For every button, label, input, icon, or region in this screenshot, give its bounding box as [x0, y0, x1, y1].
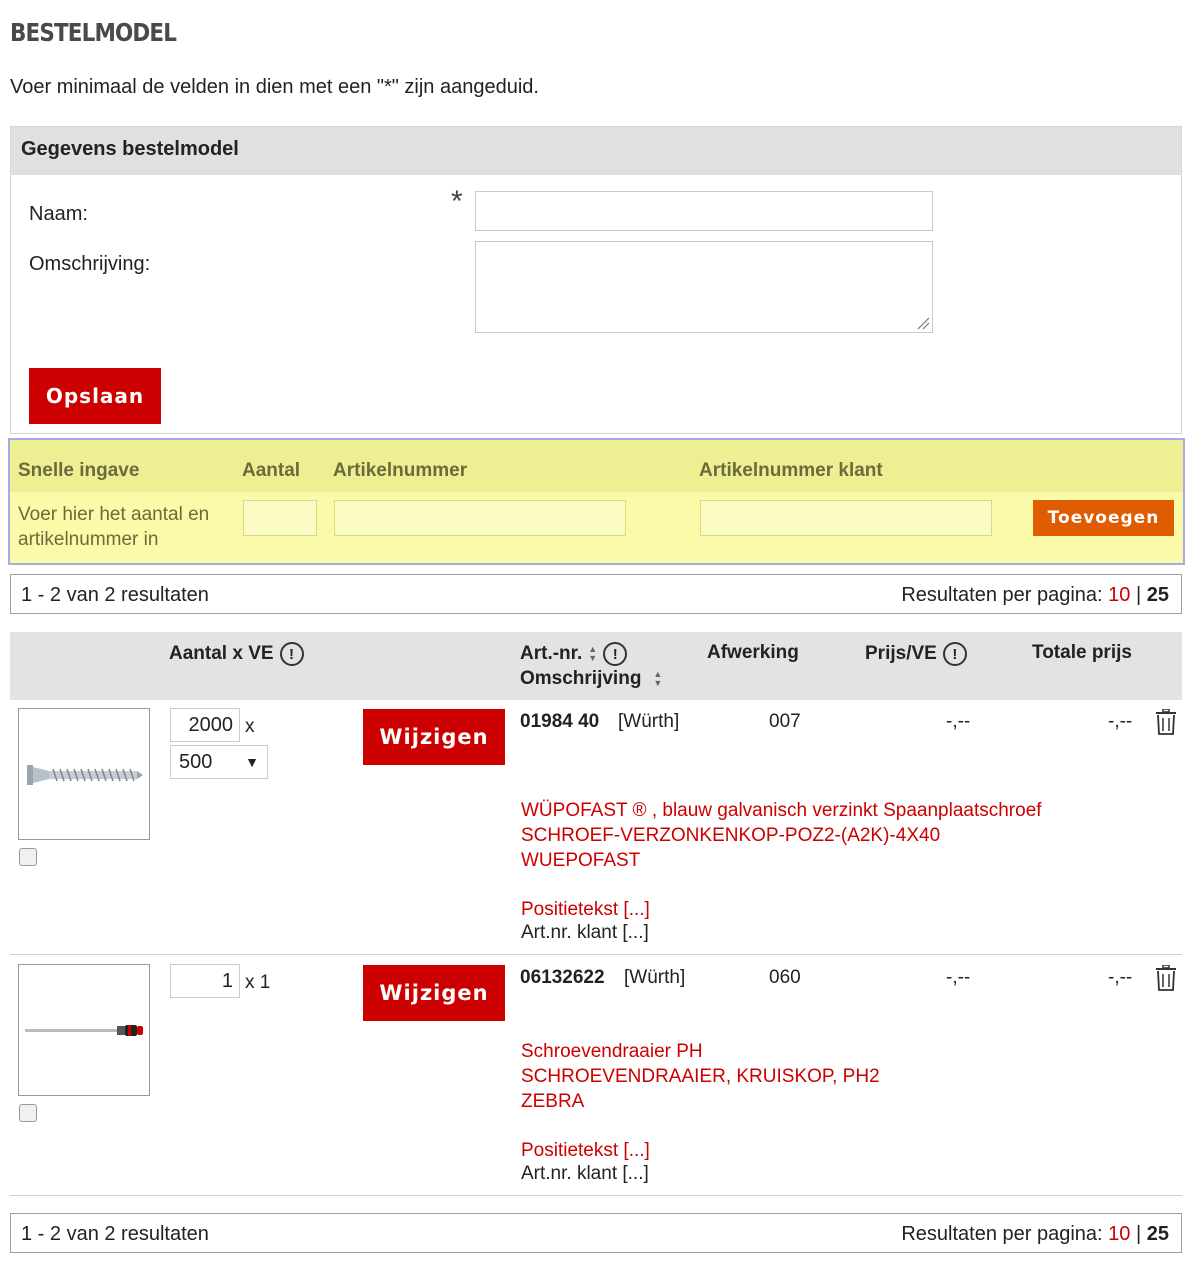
- resize-handle-icon[interactable]: [916, 316, 930, 330]
- description-line-1[interactable]: WÜPOFAST ® , blauw galvanisch verzinkt Spaanplaatschroef: [521, 800, 1042, 821]
- description-line-1[interactable]: Schroevendraaier PH: [521, 1041, 703, 1062]
- info-icon[interactable]: !: [603, 642, 627, 666]
- brand: [Würth]: [624, 967, 686, 988]
- page-title: BESTELMODEL: [10, 18, 177, 47]
- order-model-panel: [10, 126, 1182, 434]
- table-header: [10, 632, 1182, 700]
- finish: 060: [769, 967, 801, 988]
- quick-entry-header: [10, 440, 1183, 492]
- description-line-2[interactable]: SCHROEVENDRAAIER, KRUISKOP, PH2: [521, 1066, 880, 1087]
- quick-col-article: Artikelnummer: [333, 460, 468, 481]
- quick-customer-article-input[interactable]: [700, 500, 992, 536]
- trash-icon[interactable]: [1155, 709, 1177, 735]
- info-icon[interactable]: !: [943, 642, 967, 666]
- description-line-3[interactable]: WUEPOFAST: [521, 850, 641, 871]
- quick-entry-title: Snelle ingave: [18, 460, 140, 481]
- results-count: 1 - 2 van 2 resultaten: [21, 584, 209, 606]
- description[interactable]: [521, 1039, 880, 1114]
- row-divider: [10, 954, 1182, 955]
- description[interactable]: [521, 798, 1042, 873]
- customer-article-link[interactable]: Art.nr. klant [...]: [521, 922, 649, 943]
- article-number[interactable]: 01984 40: [520, 711, 600, 732]
- row-checkbox[interactable]: [19, 1104, 37, 1122]
- per-page-option-10[interactable]: 10: [1108, 1223, 1131, 1245]
- description-label: Omschrijving:: [29, 253, 151, 275]
- description-line-2[interactable]: SCHROEF-VERZONKENKOP-POZ2-(A2K)-4X40: [521, 825, 941, 846]
- screwdriver-image: [19, 965, 151, 1097]
- col-description-label: Omschrijving: [520, 668, 642, 689]
- unit-select[interactable]: [170, 745, 268, 779]
- sort-icon[interactable]: ▲ ▼: [653, 669, 663, 688]
- add-button[interactable]: Toevoegen: [1033, 500, 1174, 536]
- per-page-option-10[interactable]: 10: [1108, 584, 1131, 606]
- description-textarea[interactable]: [475, 241, 933, 333]
- col-artnr-label: Art.-nr.: [520, 643, 583, 664]
- save-button[interactable]: Opslaan: [29, 368, 161, 424]
- total-price: -,--: [1108, 967, 1133, 988]
- product-image[interactable]: [18, 708, 150, 840]
- col-price-label: Prijs/VE: [865, 643, 937, 664]
- per-page-label: Resultaten per pagina:: [901, 1223, 1103, 1245]
- sort-icon[interactable]: ▲ ▼: [588, 644, 598, 663]
- info-icon[interactable]: !: [280, 642, 304, 666]
- panel-header: Gegevens bestelmodel: [11, 127, 1181, 175]
- per-page: [901, 584, 1169, 607]
- results-count: 1 - 2 van 2 resultaten: [21, 1223, 209, 1245]
- times-label: x: [245, 716, 255, 737]
- quick-quantity-input[interactable]: [243, 500, 317, 536]
- unit-select-value: 500: [179, 750, 213, 773]
- customer-article-link[interactable]: Art.nr. klant [...]: [521, 1163, 649, 1184]
- row-checkbox[interactable]: [19, 848, 37, 866]
- total-price: -,--: [1108, 711, 1133, 732]
- quick-article-input[interactable]: [334, 500, 626, 536]
- per-page-option-25[interactable]: 25: [1146, 1223, 1169, 1245]
- unit-price: -,--: [946, 711, 971, 732]
- col-description[interactable]: [520, 668, 662, 690]
- name-label: Naam:: [29, 203, 88, 225]
- quick-entry-help: Voer hier het aantal en artikelnummer in: [18, 504, 210, 550]
- finish: 007: [769, 711, 801, 732]
- col-finish: Afwerking: [707, 642, 799, 663]
- row-divider: [10, 1195, 1182, 1196]
- brand: [Würth]: [618, 711, 680, 732]
- edit-button[interactable]: Wijzigen: [363, 965, 505, 1021]
- per-page-option-25[interactable]: 25: [1146, 584, 1169, 606]
- required-mark: *: [451, 185, 463, 218]
- unit-price: -,--: [946, 967, 971, 988]
- edit-button[interactable]: Wijzigen: [363, 709, 505, 765]
- col-quantity: [169, 642, 304, 666]
- quantity-input[interactable]: 2000: [170, 708, 240, 742]
- position-text-link[interactable]: Positietekst [...]: [521, 899, 650, 920]
- per-page-separator: |: [1135, 1223, 1142, 1245]
- screw-image: [19, 709, 151, 841]
- trash-icon[interactable]: [1155, 965, 1177, 991]
- col-quantity-label: Aantal x VE: [169, 643, 274, 664]
- pager-top: [10, 574, 1182, 614]
- col-total: Totale prijs: [1032, 642, 1132, 663]
- intro-text: Voer minimaal de velden in dien met een "*" zijn aangeduid.: [10, 76, 539, 98]
- quick-col-quantity: Aantal: [242, 460, 301, 481]
- product-image[interactable]: [18, 964, 150, 1096]
- per-page: [901, 1223, 1169, 1246]
- position-text-link[interactable]: Positietekst [...]: [521, 1140, 650, 1161]
- times-label: x 1: [245, 972, 271, 993]
- per-page-separator: |: [1135, 584, 1142, 606]
- article-number[interactable]: 06132622: [520, 967, 605, 988]
- pager-bottom: [10, 1213, 1182, 1253]
- per-page-label: Resultaten per pagina:: [901, 584, 1103, 606]
- quick-entry-panel: [8, 438, 1185, 565]
- description-line-3[interactable]: ZEBRA: [521, 1091, 585, 1112]
- col-artnr[interactable]: [520, 642, 627, 666]
- quick-col-customer-article: Artikelnummer klant: [699, 460, 883, 481]
- col-price: [865, 642, 967, 666]
- quantity-input[interactable]: 1: [170, 964, 240, 998]
- chevron-down-icon: ▼: [245, 754, 259, 770]
- name-input[interactable]: [475, 191, 933, 231]
